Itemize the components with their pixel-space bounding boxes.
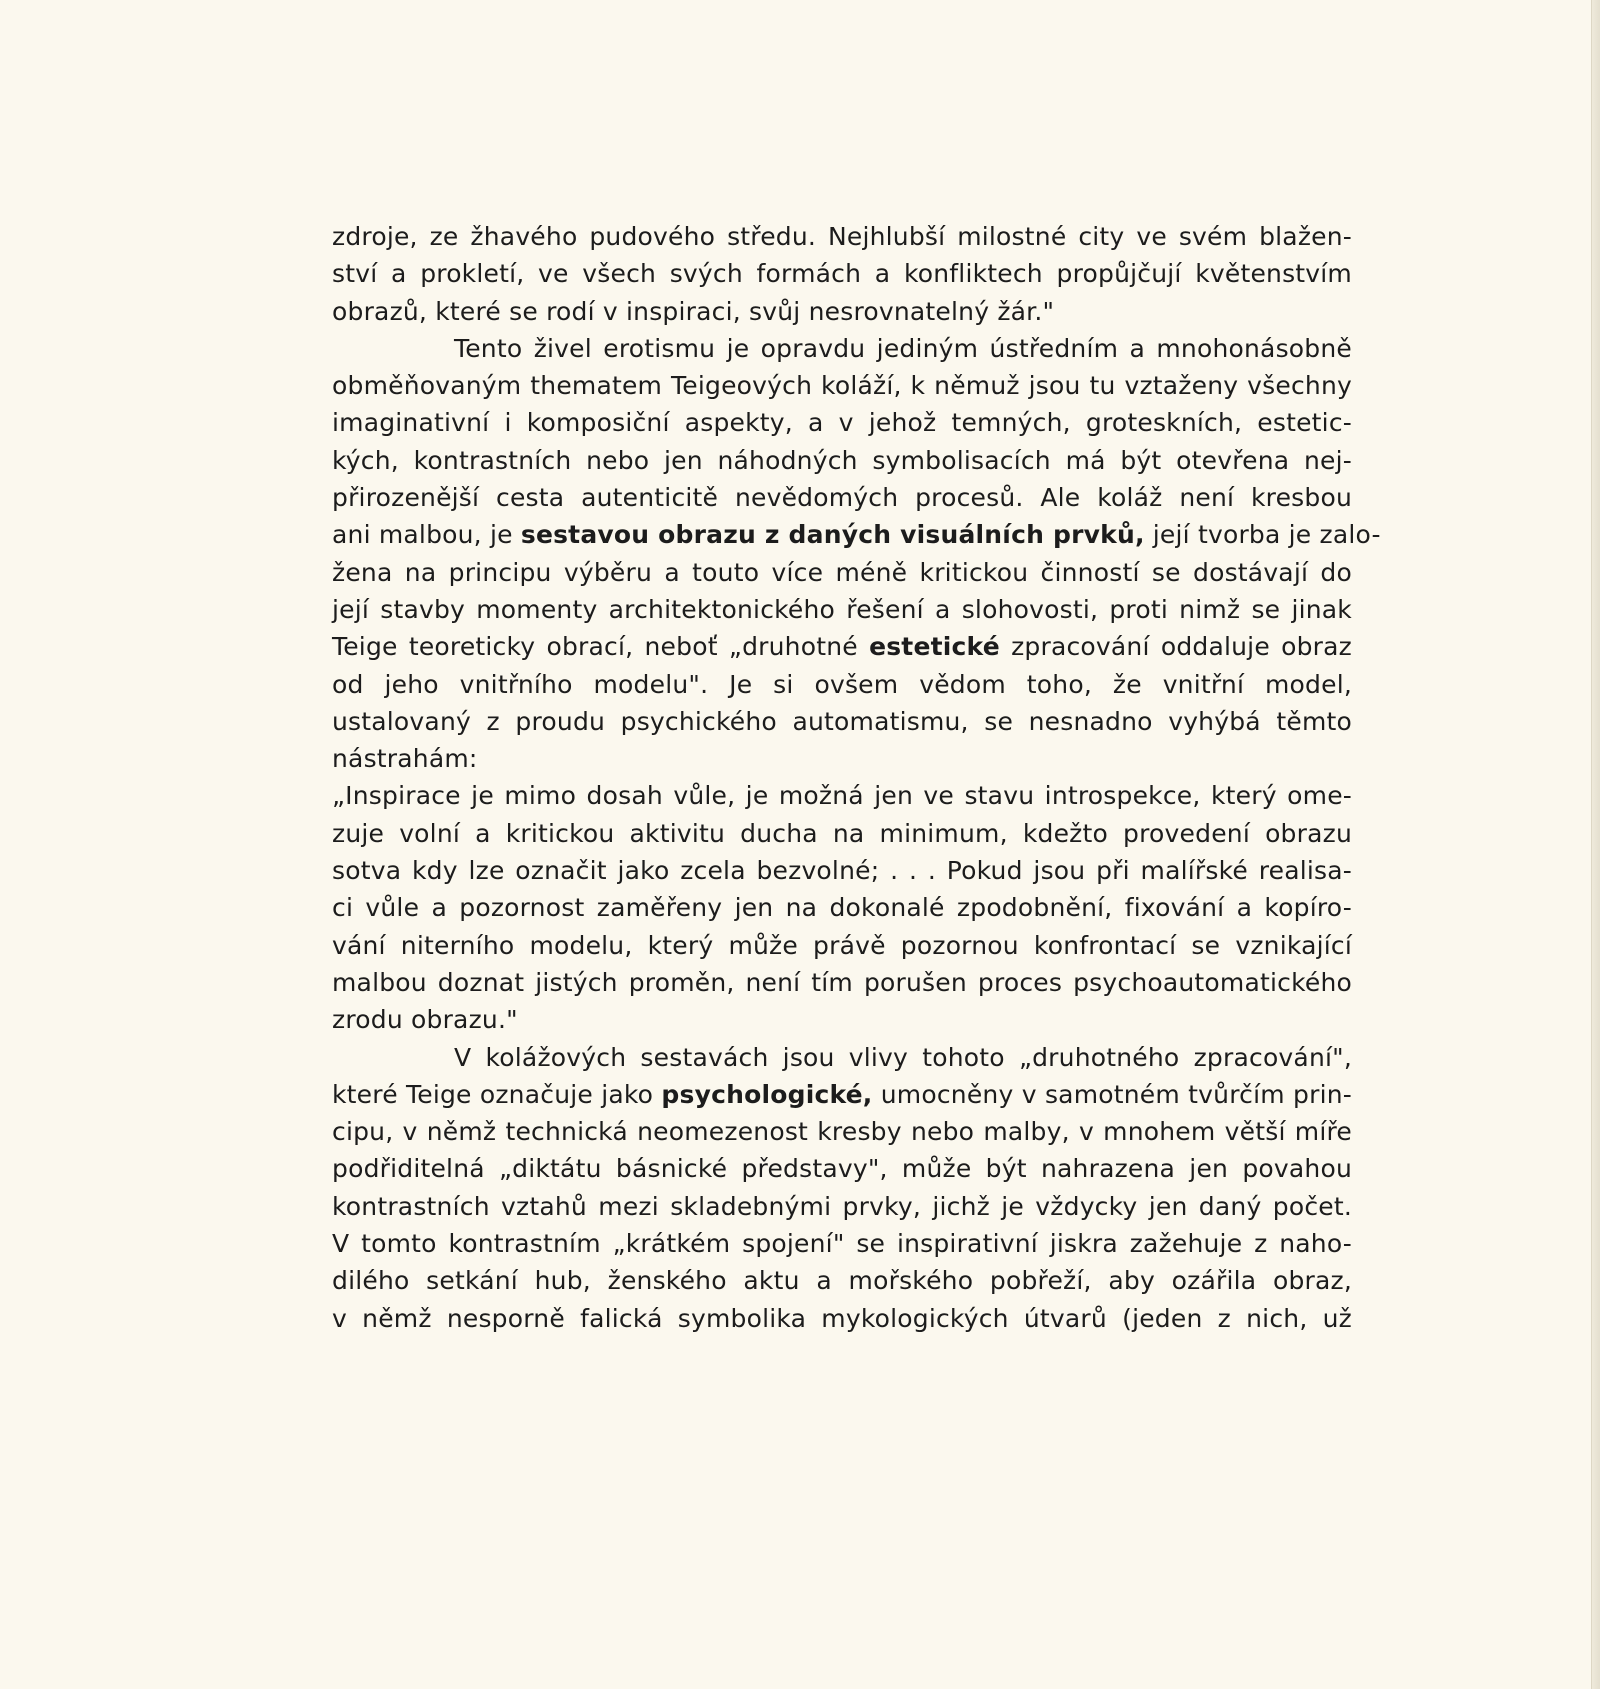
bold-phrase: psychologické, [661,1079,873,1109]
text-line: ství a prokletí, ve všech svých formách a konfliktech propůjčují květenstvím [332,259,1352,289]
bold-phrase: estetické [869,632,1000,662]
text-line: V tomto kontrastním „krátkém spojení" se inspirativní jiskra zažehuje z naho- [332,1229,1352,1259]
text-line: kontrastních vztahů mezi skladebnými prvky, jichž je vždycky jen daný počet. [332,1191,1352,1221]
text-segment: umocněny v samotném tvůrčím prin- [872,1079,1352,1109]
text-line: cipu, v němž technická neomezenost kresby nebo malby, v mnohem větší míře [332,1117,1352,1147]
quote-line: malbou doznat jistých proměn, není tím porušen proces psychoautomatického [332,967,1352,997]
text-line: od jeho vnitřního modelu". Je si ovšem vědom toho, že vnitřní model, [332,669,1352,699]
text-line: obrazů, které se rodí v inspiraci, svůj nesrovnatelný žár." [332,296,1055,326]
text-line: její stavby momenty architektonického řešení a slohovosti, proti nimž se jinak [332,594,1352,624]
text-line-paragraph-start: Tento živel erotismu je opravdu jediným ústředním a mnohonásobně [454,333,1352,363]
text-segment: které Teige označuje jako [332,1079,662,1109]
text-line [332,1076,1352,1113]
quote-line: vání niterního modelu, který může právě pozornou konfrontací se vznikající [332,930,1352,960]
text-line: obměňovaným thematem Teigeových koláží, k němuž jsou tu vztaženy všechny [332,371,1352,401]
text-line [332,516,1381,553]
text-line: podřiditelná „diktátu básnické představy", může být nahrazena jen povahou [332,1154,1352,1184]
text-line: v němž nesporně falická symbolika mykologických útvarů (jeden z nich, už [332,1303,1352,1333]
text-segment: ani malbou, je [332,520,521,550]
text-line: kých, kontrastních nebo jen náhodných symbolisacích má být otevřena nej- [332,445,1352,475]
text-segment: Teige teoreticky obrací, neboť „druhotné [332,632,870,662]
text-segment: zpracování oddaluje obraz [999,632,1353,662]
text-line: imaginativní i komposiční aspekty, a v jehož temných, groteskních, estetic- [332,408,1352,438]
text-line: zdroje, ze žhavého pudového středu. Nejhlubší milostné city ve svém blažen- [332,222,1352,251]
text-line: žena na principu výběru a touto více méně kritickou činností se dostávají do [332,557,1352,587]
text-line [332,628,1352,665]
bold-phrase: sestavou obrazu z daných visuálních prvků, [520,520,1145,550]
text-line: nástrahám: [332,744,478,774]
quote-line: sotva kdy lze označit jako zcela bezvolné; . . . Pokud jsou při malířské realisa- [332,856,1352,886]
body-text [332,218,1381,1337]
text-segment: její tvorba je zalo- [1144,520,1381,550]
quote-line: zrodu obrazu." [332,1005,518,1035]
text-line-paragraph-start: V kolážových sestavách jsou vlivy tohoto „druhotného zpracování", [454,1042,1352,1072]
quote-line: „Inspirace je mimo dosah vůle, je možná jen ve stavu introspekce, který ome- [332,781,1352,811]
text-line: ustalovaný z proudu psychického automatismu, se nesnadno vyhýbá těmto [332,706,1352,736]
text-line: dilého setkání hub, ženského aktu a mořského pobřeží, aby ozářila obraz, [332,1266,1352,1296]
text-line: přirozenější cesta autenticitě nevědomých procesů. Ale koláž není kresbou [332,483,1352,513]
quote-line: ci vůle a pozornost zaměřeny jen na dokonalé zpodobnění, fixování a kopíro- [332,893,1352,923]
quote-line: zuje volní a kritickou aktivitu ducha na minimum, kdežto provedení obrazu [332,818,1352,848]
page-edge [1591,0,1600,1689]
